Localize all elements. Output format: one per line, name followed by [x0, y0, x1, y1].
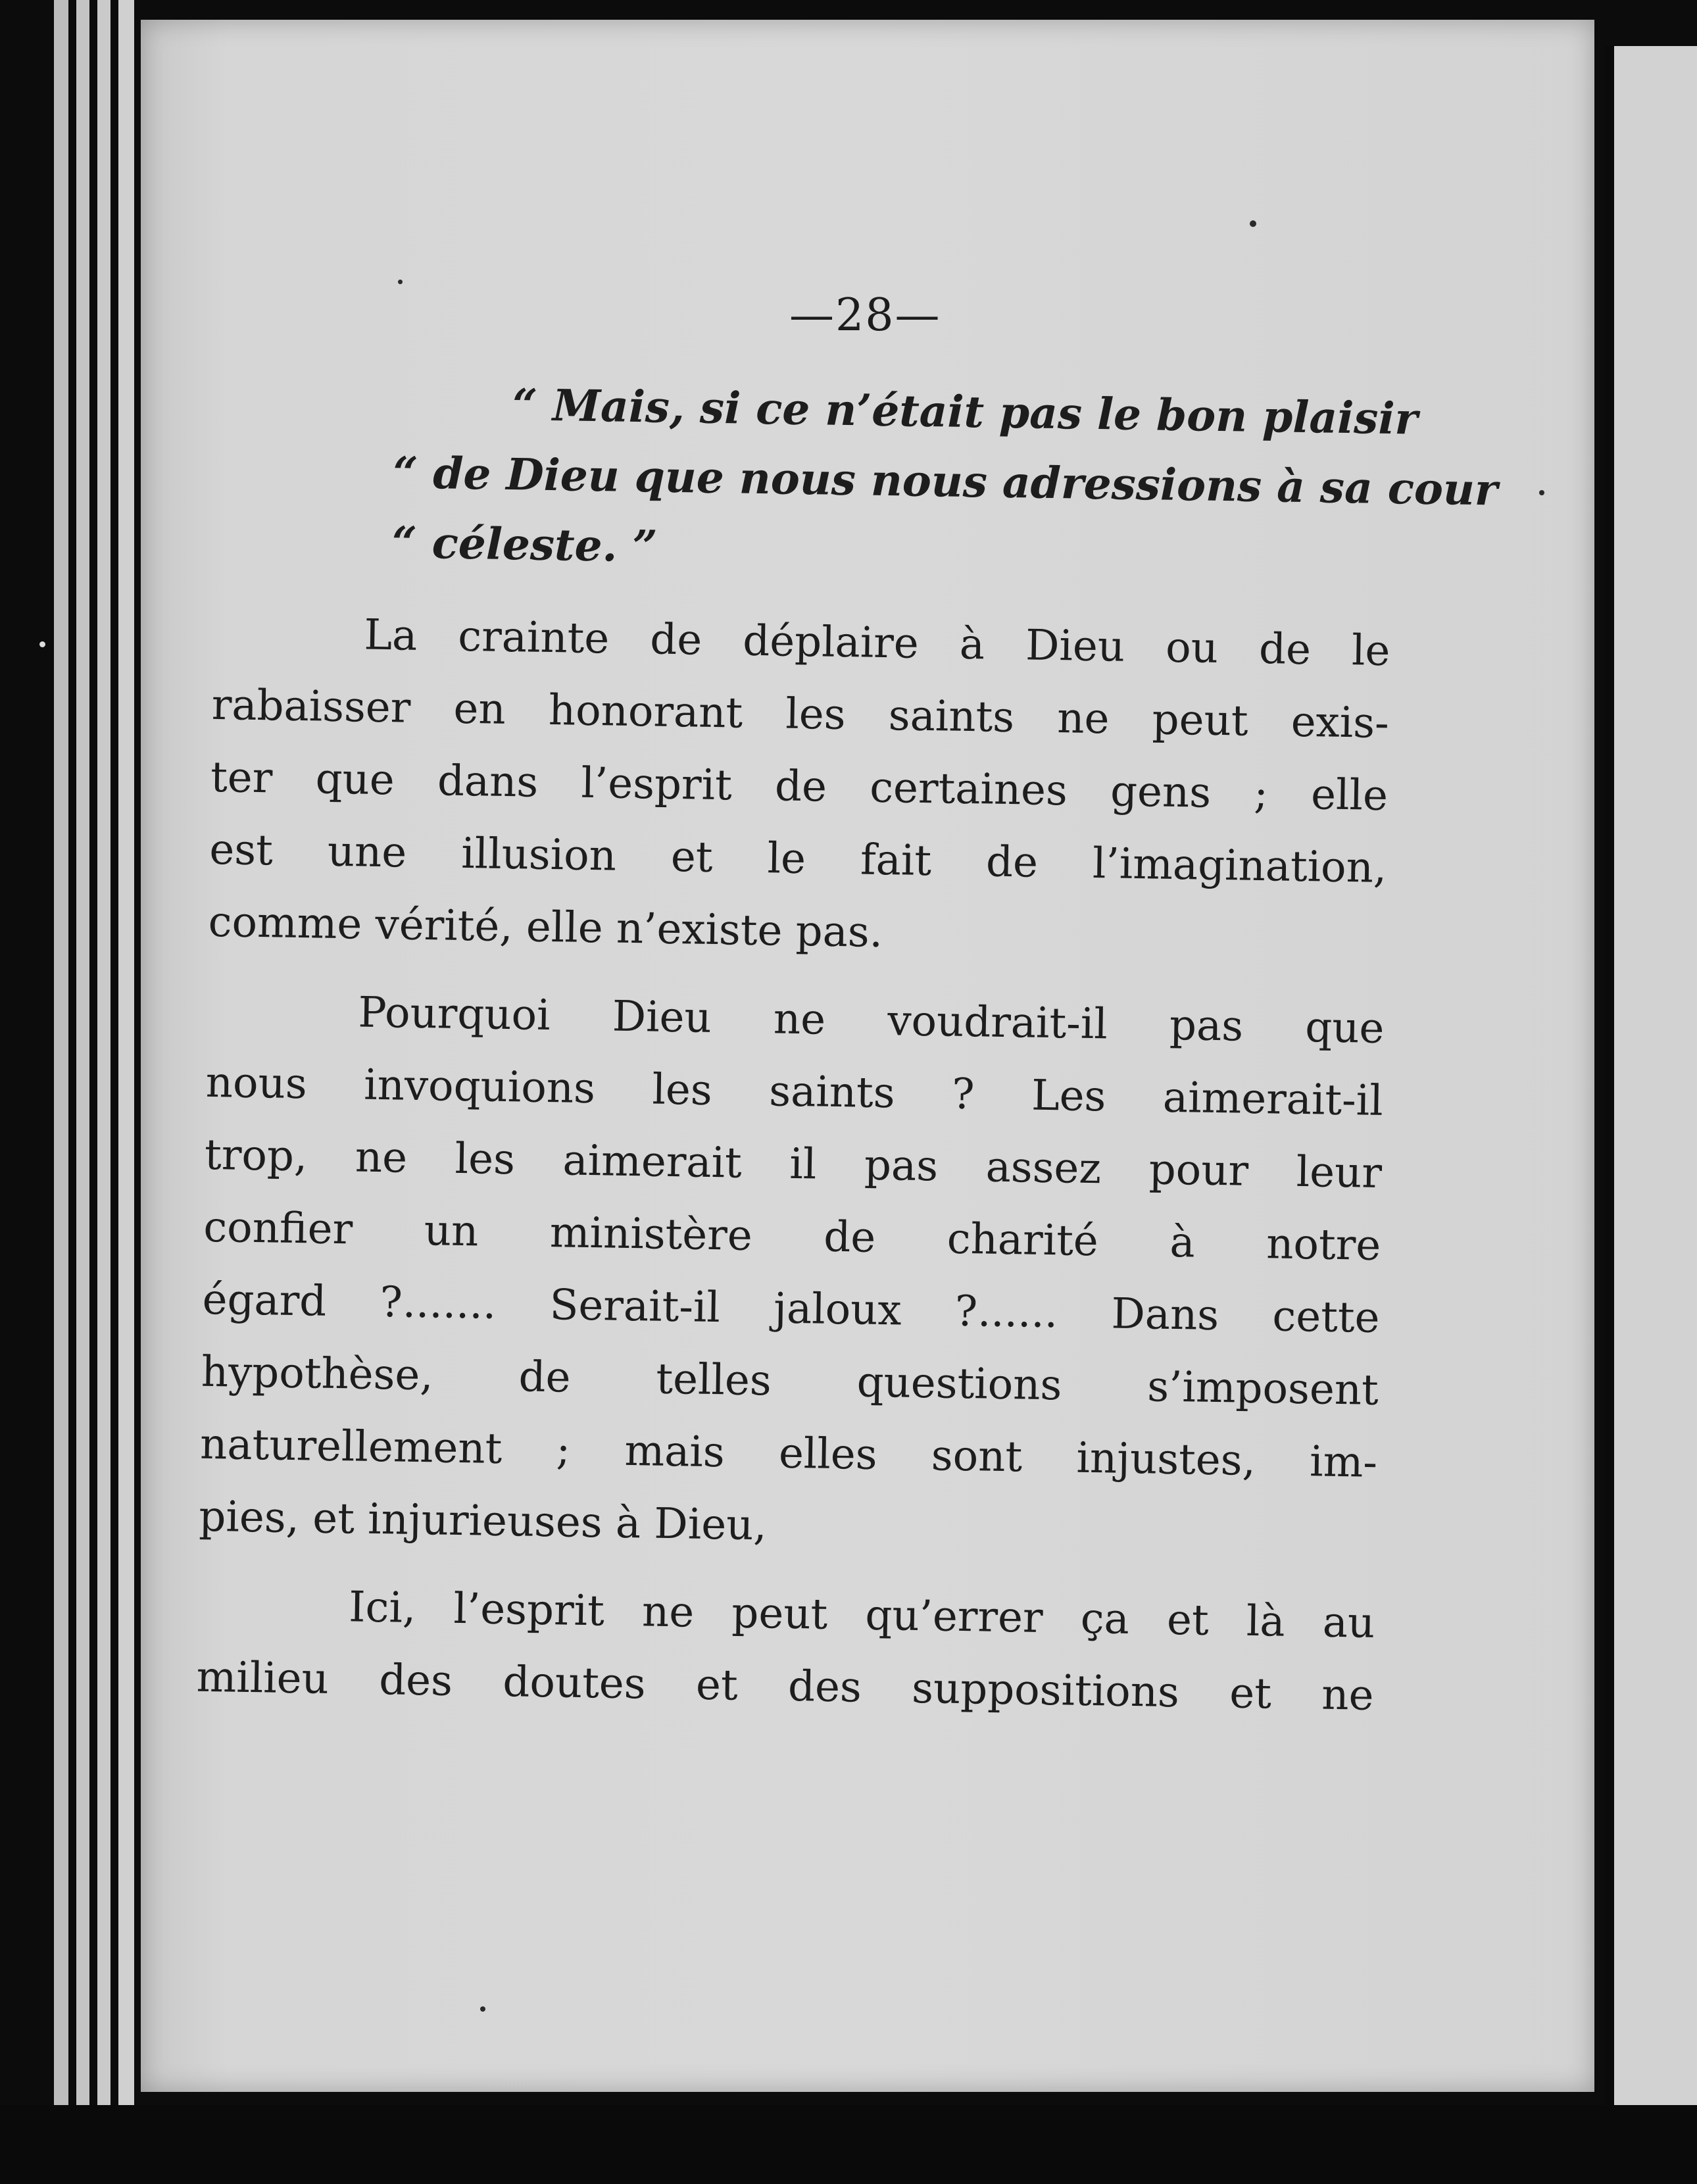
text-line: naturellement ; mais elles sont injustes, im-: [199, 1420, 1378, 1487]
quote-line: “ de Dieu que nous nous adressions à sa cour: [392, 447, 1498, 516]
text-line: rabaisser en honorant les saints ne peut exis-: [211, 680, 1390, 749]
paragraph: [208, 597, 1390, 977]
page-edge: [118, 0, 134, 2105]
scan-border: [0, 2105, 1697, 2184]
text-line: Pourquoi Dieu ne voudrait-il pas que: [357, 988, 1385, 1053]
quote-line: “ Mais, si ce n’était pas le bon plaisir: [512, 379, 1418, 445]
paper-speck: [398, 280, 403, 284]
page-edge: [76, 0, 89, 2105]
paper-speck: [1539, 490, 1544, 495]
page-edge: [54, 0, 68, 2105]
text-line: hypothèse, de telles questions s’imposent: [201, 1347, 1379, 1415]
text-line: nous invoquions les saints ? Les aimerait-il: [205, 1058, 1384, 1126]
text-line: La crainte de déplaire à Dieu ou de le: [363, 610, 1390, 676]
text-line: pies, et injurieuses à Dieu,: [198, 1492, 768, 1551]
paper-speck: [1250, 220, 1256, 227]
paper-speck: [39, 641, 45, 647]
text-line: est une illusion et le fait de l’imagination,: [209, 825, 1387, 893]
paragraph: [199, 974, 1385, 1572]
text-line: confier un ministère de charité à notre: [203, 1203, 1381, 1270]
quote-line: “ céleste. ”: [391, 516, 658, 572]
paper-speck: [480, 2006, 485, 2012]
text-line: milieu des doutes et des suppositions et ne: [196, 1652, 1375, 1720]
page-edge: [97, 0, 111, 2105]
page-text: [196, 365, 1498, 1732]
text-line: égard ?....... Serait-il jaloux ?...... Dans cette: [202, 1275, 1381, 1343]
text-line: Ici, l’esprit ne peut qu’errer ça et là au: [348, 1583, 1375, 1648]
text-line: ter que dans l’esprit de certaines gens ; elle: [210, 753, 1389, 821]
adjacent-page-edge: [1605, 46, 1697, 2105]
page-number: —28—: [789, 289, 941, 341]
text-line: comme vérité, elle n’existe pas.: [208, 897, 883, 957]
paragraph: [196, 1569, 1375, 1732]
text-line: trop, ne les aimerait il pas assez pour leur: [204, 1130, 1383, 1198]
